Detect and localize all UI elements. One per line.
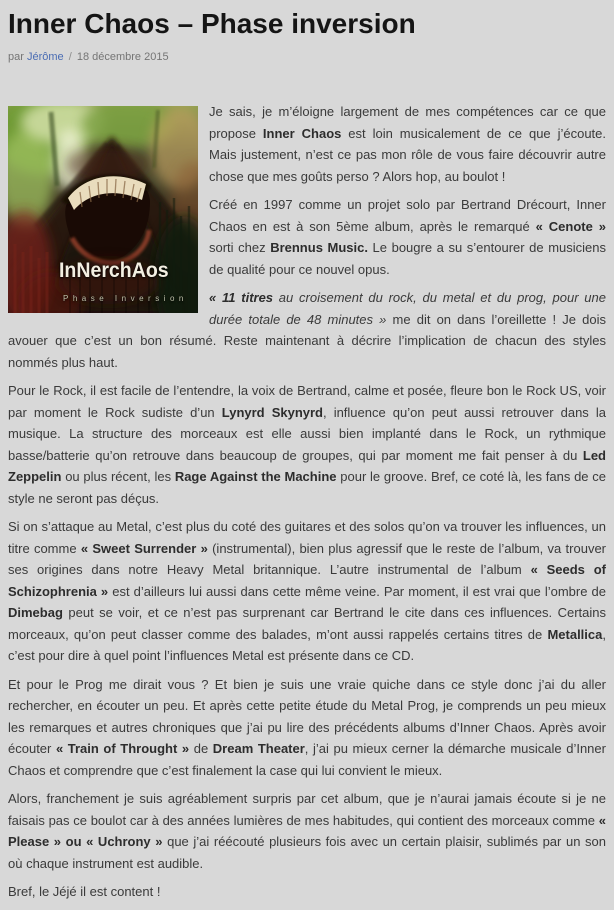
text-run: « Sweet Surrender » bbox=[80, 540, 208, 556]
text-run: Créé en 1997 comme un projet solo par Bertrand Drécourt, Inner Chaos en est à son 5ème album, après le remarqué bbox=[209, 197, 606, 234]
post-title: Inner Chaos – Phase inversion bbox=[8, 8, 416, 39]
text-run: Si on s’attaque au Metal, c’est plus du coté des guitares et des solos qu’on va trouver les influences, un titre comme bbox=[8, 519, 606, 556]
blog-post-page bbox=[0, 6, 614, 903]
text-run: Inner Chaos bbox=[262, 125, 342, 141]
album-cover-image bbox=[8, 106, 198, 313]
text-run: « 11 titres bbox=[209, 290, 274, 305]
text-run: Et pour le Prog me dirait vous ? Et bien je suis une vraie quiche dans ce style donc j’ai du aller rechercher, en écouter un peu. Et après cette petite étude du Metal Prog, je comprends un peu mieux les remarques et autres chroniques que j’ai pu lire des précédents albums d’Inner Chaos. Après avoir écouter bbox=[8, 676, 606, 756]
paragraph bbox=[8, 516, 606, 667]
text-run: Le bougre a su s’entourer de musiciens de qualité pour ce nouvel opus. bbox=[209, 240, 607, 277]
text-run: Brennus Music. bbox=[270, 240, 368, 255]
text-run: Dream Theater bbox=[212, 741, 305, 756]
author-link[interactable]: Jérôme bbox=[26, 51, 64, 63]
text-run: est loin musicalement de ce que j’écoute. Mais justement, n’est ce pas mon rôle de vous faire découvrir autre chose que mes goûts perso ? Alors hop, au boulot ! bbox=[209, 125, 607, 184]
text-run: « Cenote » bbox=[535, 218, 606, 234]
text-run: sorti chez bbox=[209, 240, 271, 255]
text-run: Dimebag bbox=[8, 605, 63, 620]
text-run: peut se voir, et ce n’est pas surprenant car Bertrand le cite dans ces influences. Certains morceaux, qu’on peut classer comme des balades, m’ont aussi rappelés certains titres de bbox=[8, 605, 606, 642]
album-cover-title: Phase Inversion bbox=[63, 294, 188, 303]
text-run: Alors, franchement je suis agréablement surpris par cet album, que je n’aurai jamais écoute si je ne faisais pas ce boulot car à des années lumières de mes habitudes, qui contient des morceaux comme bbox=[8, 791, 606, 828]
album-cover-band-name: InNerchAos bbox=[59, 259, 169, 282]
text-run: « Seeds of Schizophrenia » bbox=[8, 562, 606, 599]
text-run: Rage Against the Machine bbox=[174, 469, 337, 484]
text-run: me dit on dans l’oreillette ! Je dois avouer que c’est un bon résumé. Reste maintenant à décrire l’implication de chacun des styles nommés plus haut. bbox=[8, 311, 607, 370]
text-run: « Please » ou « Uchrony » bbox=[8, 812, 606, 849]
text-run: que j’ai réécouté plusieurs fois avec un certain plaisir, sublimés par un son où chaque instrument est audible. bbox=[8, 834, 606, 871]
text-run: est d’ailleurs lui aussi dans cette même veine. Par moment, il est vrai que l’ombre de bbox=[108, 583, 606, 599]
text-run: Led Zeppelin bbox=[8, 447, 606, 484]
paragraph bbox=[8, 674, 606, 782]
post-date: 18 décembre 2015 bbox=[76, 51, 169, 63]
text-run: « Train of Throught » bbox=[55, 741, 190, 756]
paragraph bbox=[8, 881, 606, 903]
paragraph bbox=[8, 788, 606, 874]
text-run: Je sais, je m’éloigne largement de mes compétences car ce que propose bbox=[209, 104, 606, 141]
text-run: , j’ai pu mieux cerner la démarche musicale d’Inner Chaos et comprendre que c’est finalement la case qui lui convient le mieux. bbox=[8, 741, 606, 778]
text-run: Pour le Rock, il est facile de l’entendre, la voix de Bertrand, calme et posée, fleure bon le Rock US, voir par moment le Rock sudiste d’un bbox=[8, 383, 606, 420]
byline-separator: / bbox=[68, 51, 72, 63]
text-run: , influence qu’on peut aussi retrouver dans la musique. La structure des morceaux est elle aussi bien implanté dans le Rock, un rythmique basse/batterie qu’on retrouve dans beaucoup de groupes, qui par moment me fait penser à du bbox=[8, 404, 606, 463]
byline-prefix: par bbox=[8, 51, 24, 63]
text-run: , c’est pour dire à quel point l’influences Metal est présente dans ce CD. bbox=[8, 626, 606, 663]
text-run: ou plus récent, les bbox=[61, 469, 175, 484]
text-run: Lynyrd Skynyrd bbox=[221, 404, 323, 420]
text-run: de bbox=[189, 741, 213, 756]
text-run: pour le groove. Bref, ce coté là, les fans de ce style ne seront pas déçus. bbox=[8, 469, 606, 506]
text-run: (instrumental), bien plus agressif que le reste de l’album, va trouver ses origines dans notre Heavy Metal britannique. L’autre instrumental de l’album bbox=[8, 540, 606, 577]
byline bbox=[8, 51, 606, 63]
text-run: Bref, le Jéjé il est content ! bbox=[8, 884, 161, 899]
paragraph bbox=[8, 380, 606, 509]
article-body bbox=[8, 101, 606, 903]
text-run: au croisement du rock, du metal et du prog, pour une durée totale de 48 minutes » bbox=[209, 290, 606, 327]
text-run: Metallica bbox=[547, 626, 603, 642]
